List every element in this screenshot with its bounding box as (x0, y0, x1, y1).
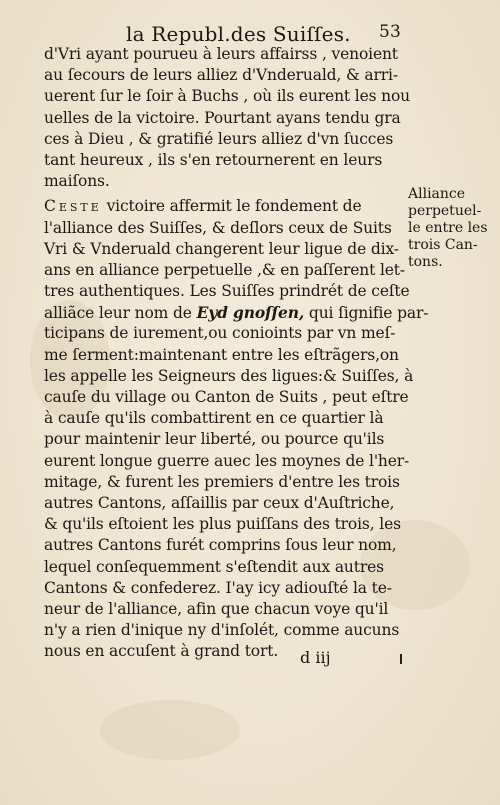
text-fragment: alliãce leur nom de (44, 304, 192, 323)
text-line: les appelle les Seigneurs des ligues:& Suiſſes, à (44, 366, 414, 385)
text-line: ans en alliance perpetuelle ,& en paſſerent let- (44, 260, 405, 279)
text-fragment: victoire affermit le fondement de (106, 197, 362, 216)
page-number: 53 (379, 22, 402, 42)
text-line: tant heureux , ils s'en retournerent en leurs (44, 150, 383, 169)
paper-stain (100, 700, 240, 760)
italic-term: Eyd gnoſſen, (196, 303, 305, 323)
text-line: n'y a rien d'inique ny d'inſolét, comme aucuns (44, 621, 400, 640)
text-line: me ſerment:maintenant entre les eſtrãgers,on (44, 345, 399, 364)
text-line: autres Cantons, aſſaillis par ceux d'Auſtriche, (44, 493, 395, 512)
ink-mark (400, 654, 402, 664)
text-line: à cauſe qu'ils combattirent en ce quartier là (44, 409, 384, 428)
margin-note (408, 186, 490, 271)
text-line: & qu'ils eſtoient les plus puiſſans des trois, les (44, 515, 401, 534)
running-title: la Republ.des Suiſſes. (126, 22, 351, 46)
text-line: pour maintenir leur liberté, ou pource qu'ils (44, 430, 385, 449)
text-line: l'alliance des Suiſſes, & deſlors ceux de Suits (44, 218, 392, 237)
body-text (44, 44, 429, 662)
text-line: uerent ſur le ſoir à Buchs , où ils eurent les nou (44, 87, 411, 106)
margin-note-line: le entre les (408, 220, 488, 236)
text-line: lequel conſequemment s'eſtendit aux autres (44, 557, 384, 576)
text-line: nous en accuſent à grand tort. (44, 642, 279, 661)
text-line: neur de l'alliance, afin que chacun voye qu'il (44, 599, 389, 618)
text-line: au ſecours de leurs alliez d'Vnderuald, & arri- (44, 66, 398, 85)
text-line (44, 302, 429, 323)
margin-note-line: tons. (408, 254, 443, 270)
text-line: autres Cantons furét comprins ſous leur nom, (44, 536, 397, 555)
text-line: ticipans de iurement,ou conioints par vn meſ- (44, 324, 396, 343)
text-line (44, 196, 409, 217)
signature-mark: d iij (300, 648, 331, 667)
text-line: uelles de la victoire. Pourtant ayans tendu gra (44, 108, 401, 127)
margin-note-line: Alliance (408, 186, 466, 202)
text-line: Cantons & confederez. I'ay icy adiouſté la te- (44, 578, 392, 597)
text-line: cauſe du village ou Canton de Suits , peut eſtre (44, 388, 409, 406)
text-line: tres authentiques. Les Suiſſes prindrét de ceſte (44, 282, 410, 301)
margin-note-line: trois Can- (408, 237, 478, 253)
margin-note-line: perpetuel- (408, 203, 482, 219)
text-line: Vri & Vnderuald changerent leur ligue de dix- (44, 239, 399, 258)
text-line: ces à Dieu , & gratifié leurs alliez d'vn ſucces (44, 129, 394, 148)
text-line: d'Vri ayant pourueu à leurs affairss , venoient (44, 45, 398, 63)
text-line: mitage, & furent les premiers d'entre les trois (44, 472, 400, 491)
drop-cap-word: Ceste (44, 197, 102, 216)
text-line: maiſons. (44, 172, 110, 191)
text-fragment: qui ſignifie par- (308, 304, 429, 323)
text-line: eurent longue guerre auec les moynes de l'her- (44, 451, 410, 470)
